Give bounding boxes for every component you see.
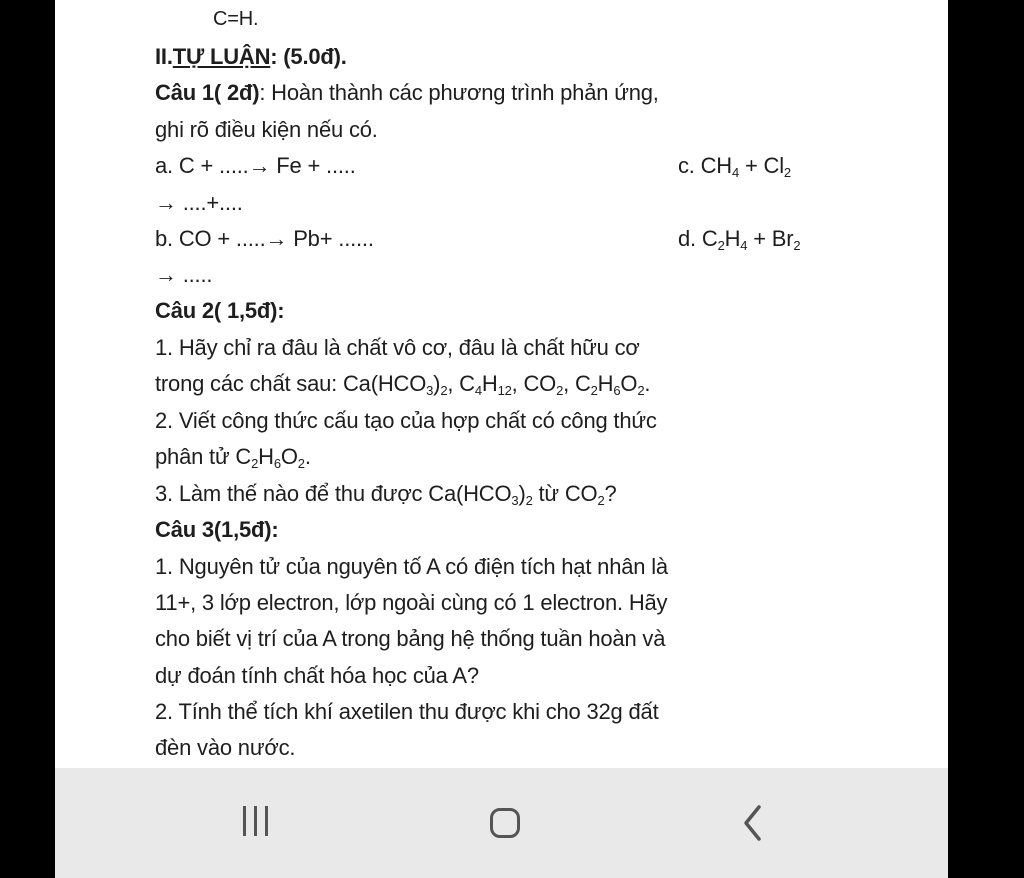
q2-line-4: phân tử $C_2H_6O_2$.: [155, 444, 311, 471]
document-image: [55, 0, 948, 768]
q1-b: b. CO + .....→ Pb+ ......: [155, 226, 374, 251]
q1-c-cont: → ....+....: [155, 190, 243, 215]
q1-c: c. $CH_4 + Cl_2$: [678, 153, 791, 180]
q3-label: Câu 3(1,5đ):: [155, 517, 279, 542]
q2-line-3: 2. Viết công thức cấu tạo của hợp chất có công thức: [155, 408, 657, 433]
back-button[interactable]: [723, 801, 783, 845]
recents-icon: [239, 806, 272, 841]
section-heading: II.TỰ LUẬN: (5.0đ).: [155, 44, 347, 69]
back-icon: [741, 803, 765, 843]
recents-button[interactable]: [225, 801, 285, 845]
q1-d: d. $C_2H_4 + Br_2$: [678, 226, 801, 253]
top-fragment: C=H.: [213, 8, 259, 30]
q3-line-1: 1. Nguyên tử của nguyên tố A có điện tích hạt nhân là: [155, 554, 668, 579]
q1-d-cont: → .....: [155, 262, 213, 287]
q1-line-1: Câu 1( 2đ): Hoàn thành các phương trình phản ứng,: [155, 80, 659, 105]
q2-line-1: 1. Hãy chỉ ra đâu là chất vô cơ, đâu là chất hữu cơ: [155, 335, 640, 360]
phone-screen: [55, 0, 948, 878]
q2-line-5: 3. Làm thế nào để thu được $Ca(HCO_3)_2$ từ $CO_2$?: [155, 481, 617, 508]
q3-line-5: 2. Tính thể tích khí axetilen thu được khi cho 32g đất: [155, 699, 659, 724]
q3-line-3: cho biết vị trí của A trong bảng hệ thống tuần hoàn và: [155, 626, 666, 651]
q3-line-4: dự đoán tính chất hóa học của A?: [155, 663, 479, 688]
q1-line-2: ghi rõ điều kiện nếu có.: [155, 117, 378, 142]
home-button[interactable]: [475, 801, 535, 845]
q3-line-2: 11+, 3 lớp electron, lớp ngoài cùng có 1 electron. Hãy: [155, 590, 668, 615]
q3-line-6: đèn vào nước.: [155, 735, 296, 760]
q1-label: Câu 1( 2đ): [155, 80, 260, 105]
q1-a: a. C + .....→ Fe + .....: [155, 153, 356, 178]
q2-line-2: trong các chất sau: $Ca(HCO_3)_2$, $C_4H_{12}$, $CO_2$, $C_2H_6O_2$.: [155, 371, 651, 398]
q2-label: Câu 2( 1,5đ):: [155, 298, 285, 323]
home-icon: [490, 808, 520, 838]
android-nav-bar: [55, 768, 948, 878]
